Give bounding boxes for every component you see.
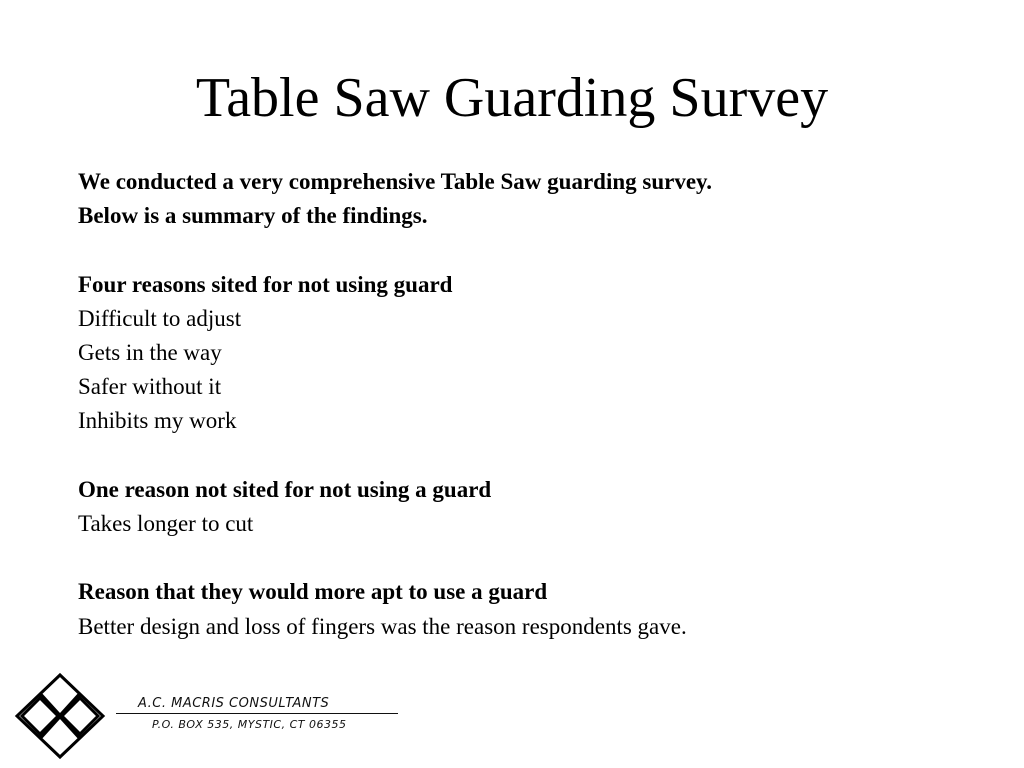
spacer bbox=[78, 233, 978, 267]
company-logo-text bbox=[116, 696, 400, 740]
intro-line-2: Below is a summary of the findings. bbox=[78, 203, 428, 229]
list-item: Takes longer to cut bbox=[78, 511, 254, 536]
diamond-x-logo-icon bbox=[14, 672, 106, 760]
section-heading-reason-not-sited: One reason not sited for not using a guard bbox=[78, 476, 492, 502]
logo-divider bbox=[116, 713, 398, 714]
intro-line-1: We conducted a very comprehensive Table Saw guarding survey. bbox=[78, 169, 713, 194]
list-item: Gets in the way bbox=[78, 340, 222, 365]
spacer bbox=[78, 439, 978, 473]
company-address: P.O. BOX 535, MYSTIC, CT 06355 bbox=[152, 718, 347, 731]
list-item: Inhibits my work bbox=[78, 408, 237, 434]
list-item: Safer without it bbox=[78, 374, 222, 400]
slide-title: Table Saw Guarding Survey bbox=[195, 67, 829, 129]
list-item: Better design and loss of fingers was the reason respondents gave. bbox=[78, 613, 687, 639]
section-heading-reason-to-use: Reason that they would more apt to use a guard bbox=[78, 579, 548, 605]
spacer bbox=[78, 541, 978, 575]
slide-body bbox=[78, 165, 978, 644]
section-heading-reasons-not-using: Four reasons sited for not using guard bbox=[78, 271, 453, 297]
company-name: A.C. MACRIS CONSULTANTS bbox=[138, 696, 330, 711]
list-item: Difficult to adjust bbox=[78, 305, 242, 331]
